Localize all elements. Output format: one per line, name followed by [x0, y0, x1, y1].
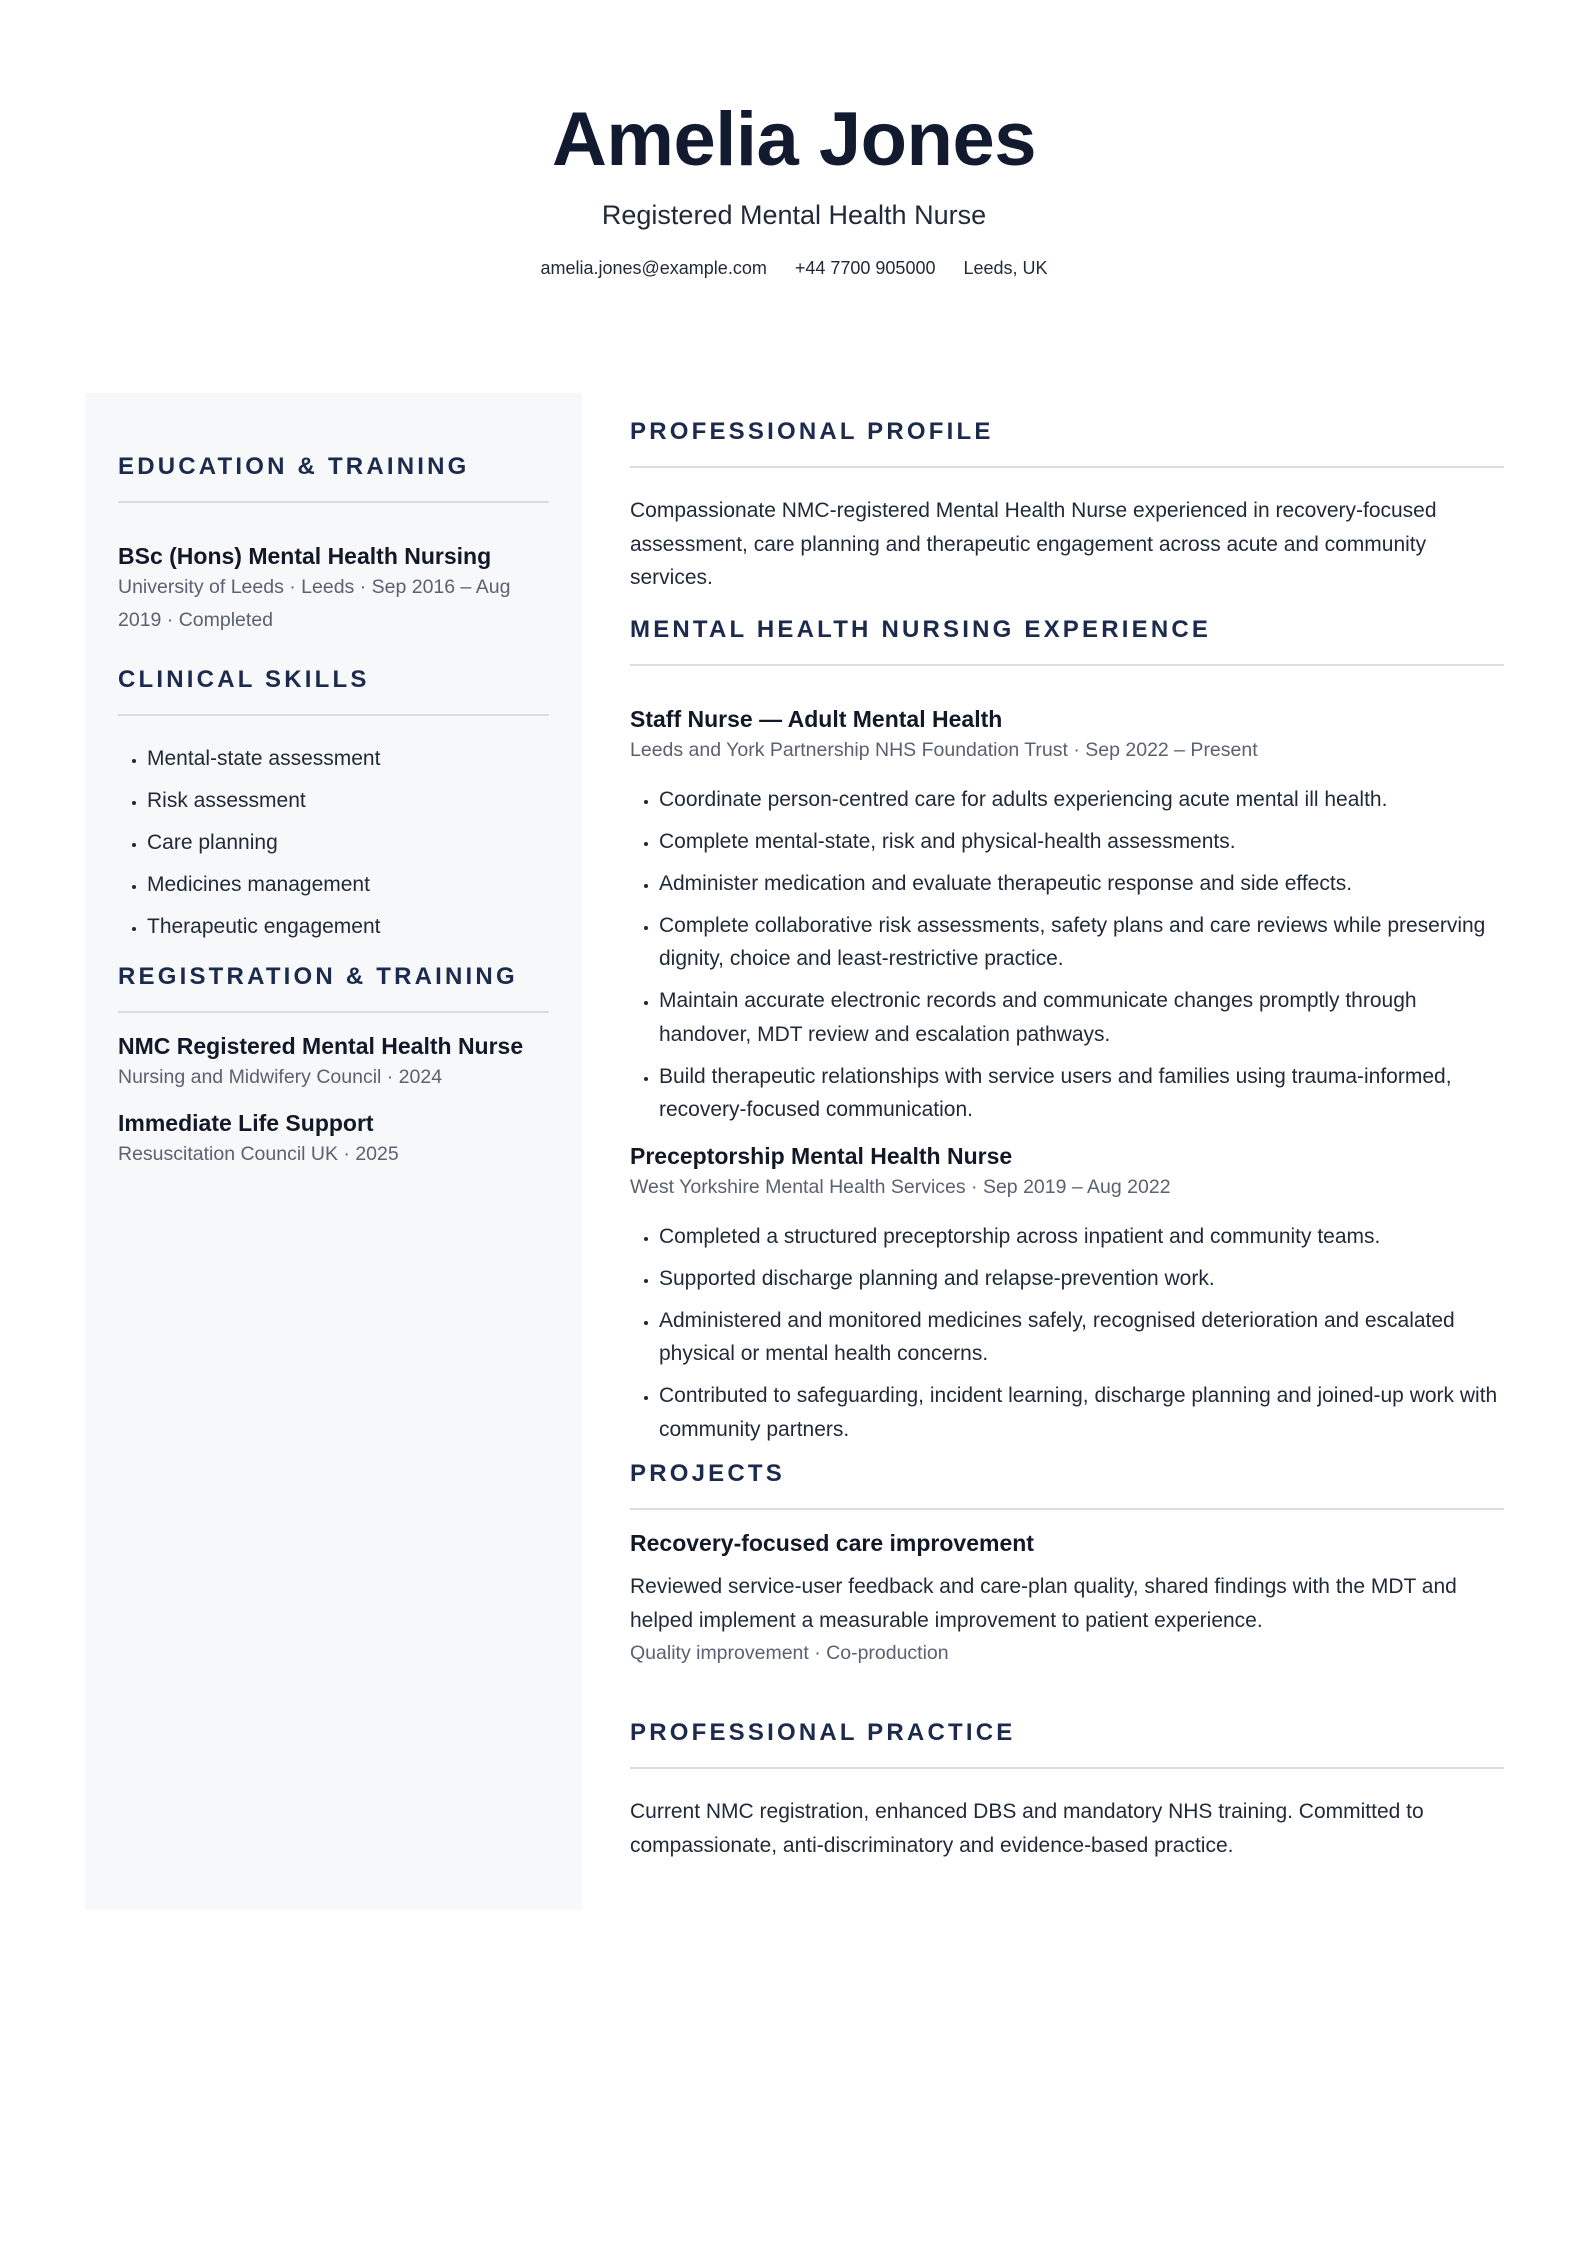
list-item: • Supported discharge planning and relapse-prevention work.: [659, 1262, 1504, 1296]
practice-heading: PROFESSIONAL PRACTICE: [630, 1717, 1504, 1769]
job-entry: [630, 1141, 1504, 1447]
registration-title: NMC Registered Mental Health Nurse: [118, 1032, 524, 1059]
practice-section: [630, 1717, 1504, 1862]
job-bullets: [630, 1220, 1504, 1447]
list-item: • Complete mental-state, risk and physical-health assessments.: [659, 825, 1504, 859]
candidate-name: Amelia Jones: [552, 97, 1036, 182]
education-degree: BSc (Hons) Mental Health Nursing: [118, 543, 492, 569]
list-item: • Build therapeutic relationships with service users and families using trauma-informed, recovery-focused communication.: [659, 1060, 1504, 1127]
skills-section: [118, 664, 549, 944]
project-title: Recovery-focused care improvement: [630, 1530, 1034, 1556]
registration-details: Resuscitation Council UK · 2025: [118, 1142, 399, 1165]
list-item: • Care planning: [147, 826, 549, 860]
skills-heading: CLINICAL SKILLS: [118, 664, 549, 716]
sidebar: [85, 393, 582, 1910]
experience-section: [630, 614, 1504, 1447]
contact-line: [0, 258, 1588, 279]
contact-location: Leeds, UK: [963, 258, 1048, 278]
registration-section: [118, 961, 549, 1171]
candidate-title: Registered Mental Health Nurse: [601, 200, 987, 230]
list-item: • Mental-state assessment: [147, 742, 549, 776]
job-meta: West Yorkshire Mental Health Services · Sep 2019 – Aug 2022: [630, 1175, 1171, 1198]
education-section: [118, 451, 549, 637]
job-entry: [630, 704, 1504, 1127]
list-item: • Maintain accurate electronic records and communicate changes promptly through handover, MDT review and escalation pathways.: [659, 984, 1504, 1051]
projects-heading: PROJECTS: [630, 1458, 1504, 1510]
profile-heading: PROFESSIONAL PROFILE: [630, 416, 1504, 468]
list-item: • Administered and monitored medicines safely, recognised deterioration and escalated physical or mental health concerns.: [659, 1304, 1504, 1371]
registration-heading: REGISTRATION & TRAINING: [118, 961, 549, 1013]
registration-title: Immediate Life Support: [118, 1109, 374, 1136]
main-column: [630, 416, 1504, 1862]
registration-details: Nursing and Midwifery Council · 2024: [118, 1065, 443, 1088]
project-text: Reviewed service-user feedback and care-plan quality, shared findings with the MDT and helped implement a measurable improvement to patient experience.: [630, 1575, 1457, 1632]
job-meta: Leeds and York Partnership NHS Foundation Trust · Sep 2022 – Present: [630, 738, 1258, 761]
list-item: • Contributed to safeguarding, incident learning, discharge planning and joined-up work with community partners.: [659, 1379, 1504, 1446]
list-item: • Administer medication and evaluate therapeutic response and side effects.: [659, 867, 1504, 901]
project-tags: Quality improvement · Co-production: [630, 1642, 949, 1664]
education-heading: EDUCATION & TRAINING: [118, 451, 549, 503]
list-item: • Medicines management: [147, 868, 549, 902]
profile-section: [630, 416, 1504, 595]
resume-header: [0, 96, 1588, 279]
list-item: • Complete collaborative risk assessments, safety plans and care reviews while preserving dignity, choice and least-restrictive practice.: [659, 909, 1504, 976]
practice-text: Current NMC registration, enhanced DBS and mandatory NHS training. Committed to compassionate, anti-discriminatory and evidence-based practice.: [630, 1800, 1424, 1857]
skills-list: [118, 742, 549, 944]
contact-phone[interactable]: +44 7700 905000: [794, 258, 936, 278]
job-title: Preceptorship Mental Health Nurse: [630, 1142, 1013, 1169]
list-item: • Completed a structured preceptorship across inpatient and community teams.: [659, 1220, 1504, 1254]
list-item: • Coordinate person-centred care for adults experiencing acute mental ill health.: [659, 783, 1504, 817]
job-title: Staff Nurse — Adult Mental Health: [630, 705, 1003, 732]
job-bullets: [630, 783, 1504, 1127]
experience-heading: MENTAL HEALTH NURSING EXPERIENCE: [630, 614, 1504, 666]
education-details: University of Leeds · Leeds · Sep 2016 – Aug 2019 · Completed: [118, 576, 511, 631]
list-item: • Therapeutic engagement: [147, 910, 549, 944]
projects-section: [630, 1458, 1504, 1670]
list-item: • Risk assessment: [147, 784, 549, 818]
contact-email[interactable]: amelia.jones@example.com: [540, 258, 767, 278]
profile-text: Compassionate NMC-registered Mental Health Nurse experienced in recovery-focused assessment, care planning and therapeutic engagement across acute and community services.: [630, 499, 1437, 589]
